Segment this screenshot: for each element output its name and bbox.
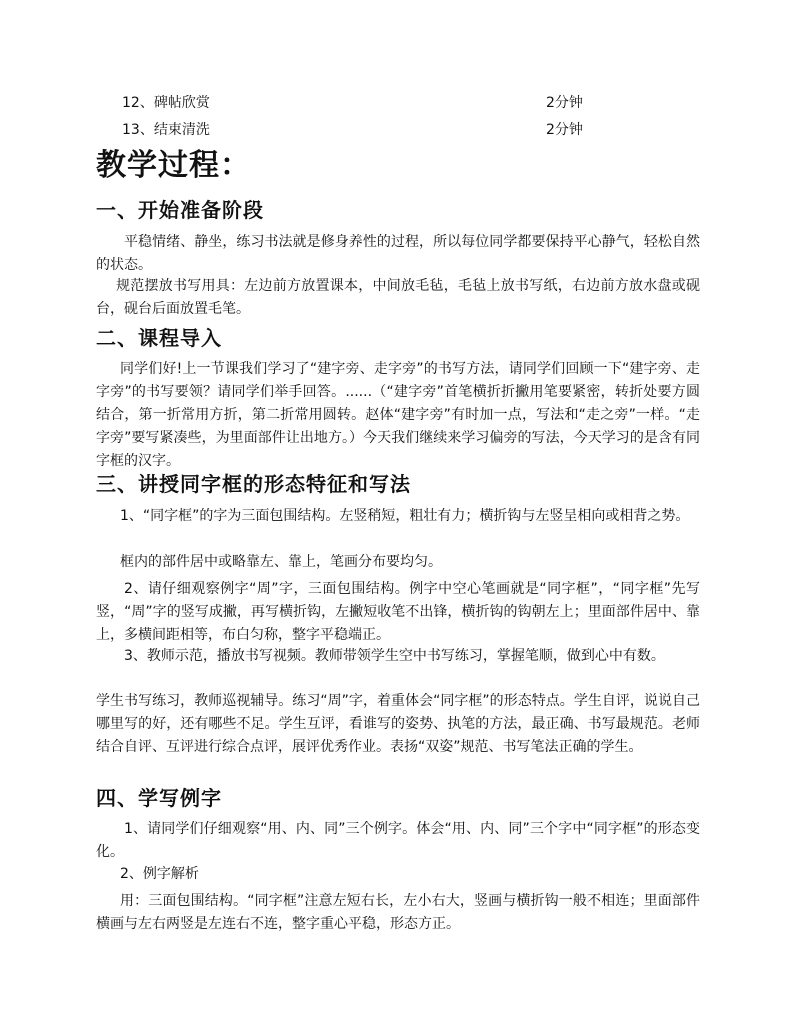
- paragraph-text: 3、教师示范，播放书写视频。教师带领学生空中书写练习，掌握笔顺，做到心中有数。: [124, 648, 665, 664]
- paragraph: [96, 358, 700, 473]
- paragraph-text: 1、请同学们仔细观察“用、内、同”三个例字。体会“用、内、同”三个字中“同字框”的形态变化。: [96, 821, 700, 860]
- schedule-item: 12、碑帖欣赏: [122, 95, 210, 111]
- schedule-row: [122, 92, 642, 114]
- section-heading: 二、课程导入: [96, 326, 222, 350]
- paragraph-text: 1、“同字框”的字为三面包围结构。左竖稍短，粗壮有力；横折钩与左竖呈相向或相背之势。: [120, 508, 690, 524]
- paragraph: [96, 578, 700, 647]
- paragraph-text: 平稳情绪、静坐，练习书法就是修身养性的过程，所以每位同学都要保持平心静气，轻松自然的状态。: [96, 234, 700, 273]
- schedule-time: 2分钟: [546, 95, 583, 111]
- paragraph-text: 2、请仔细观察例字“周”字，三面包围结构。例字中空心笔画就是“同字框”，“同字框”先写竖，“周”字的竖写成撇，再写横折钩，左撇短收笔不出锋，横折钩的钩朝左上；里面部件居中、靠上，多横间距相等，布白匀称，整字平稳端正。: [96, 581, 700, 643]
- paragraph-text: 学生书写练习，教师巡视辅导。练习“周”字，着重体会“同字框”的形态特点。学生自评，说说自己哪里写的好，还有哪些不足。学生互评，看谁写的姿势、执笔的方法，最正确、书写最规范。老师结合自评、互评进行综合点评，展评优秀作业。表扬“双姿”规范、书写笔法正确的学生。: [96, 693, 700, 755]
- schedule-time: 2分钟: [546, 122, 583, 138]
- paragraph-text: 规范摆放书写用具：左边前方放置课本，中间放毛毡，毛毡上放书写纸，右边前方放水盘或砚台，砚台后面放置毛笔。: [96, 278, 700, 317]
- paragraph-text: 框内的部件居中或略靠左、靠上，笔画分布要均匀。: [120, 554, 442, 570]
- paragraph: [96, 505, 700, 528]
- schedule-item: 13、结束清洗: [122, 122, 210, 138]
- page-title: 教学过程：: [96, 148, 251, 183]
- paragraph-text: 用：三面包围结构。“同字框”注意左短右长，左小右大，竖画与横折钩一般不相连；里面部件横画与左右两竖是左连右不连，整字重心平稳，形态方正。: [96, 893, 700, 932]
- paragraph: [96, 645, 700, 668]
- paragraph-text: 2、例字解析: [120, 866, 199, 882]
- paragraph: [96, 690, 700, 759]
- paragraph: [96, 275, 700, 321]
- section-heading: 四、学写例字: [96, 786, 222, 810]
- paragraph-text: 同学们好!上一节课我们学习了“建字旁、走字旁”的书写方法，请同学们回顾一下“建字旁、走字旁”的书写要领？请同学们举手回答。......（“建字旁”首笔横折折撇用笔要紧密，转折处要方圆结合，第一折常用方折，第二折常用圆转。赵体“建字旁”有时加一点，写法和“走之旁”一样。“走字旁”要写紧凑些，为里面部件让出地方。）今天我们继续来学习偏旁的写法，今天学习的是含有同字框的汉字。: [96, 361, 700, 469]
- paragraph: [96, 890, 700, 936]
- paragraph: [96, 551, 700, 574]
- section-heading: 一、开始准备阶段: [96, 198, 264, 222]
- paragraph: [96, 863, 700, 886]
- schedule-row: [122, 119, 642, 141]
- paragraph: [96, 231, 700, 277]
- section-heading: 三、讲授同字框的形态特征和写法: [96, 472, 411, 496]
- paragraph: [96, 818, 700, 864]
